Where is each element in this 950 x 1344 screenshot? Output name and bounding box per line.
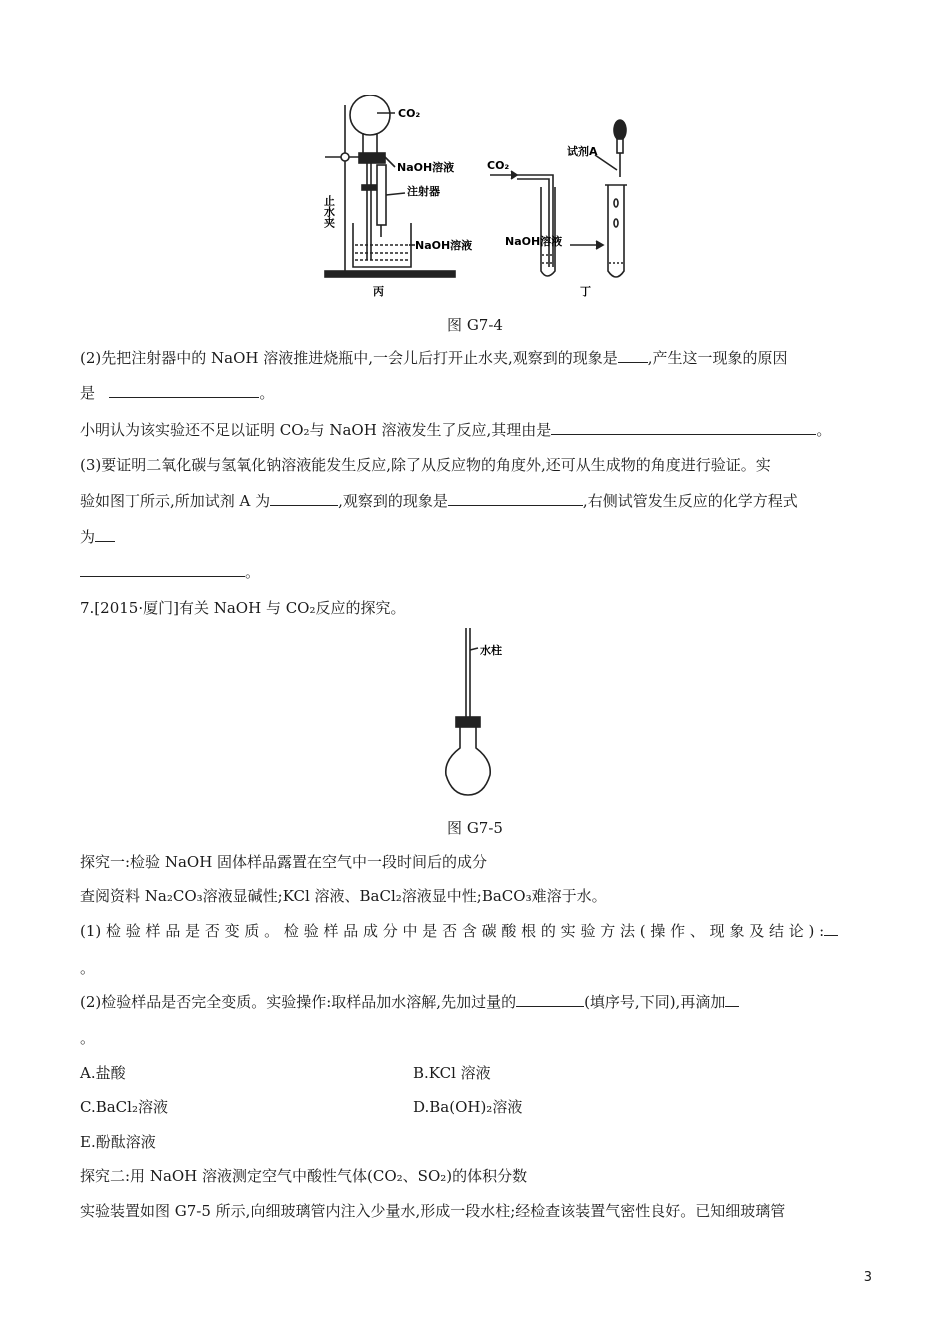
q2-line3: 小明认为该实验还不足以证明 CO₂与 NaOH 溶液发生了反应,其理由是 。 <box>80 421 832 439</box>
ding-label: 丁 <box>580 285 591 298</box>
q7-p1-end: 。 <box>80 959 96 977</box>
clamp-label: 止水夹 <box>322 195 336 228</box>
page-number: 3 <box>863 1270 872 1285</box>
q7-p1: (1) 检 验 样 品 是 否 变 质 。 检 验 样 品 成 分 中 是 否 含 碳 酸 根 的 实 验 方 法 ( 操 作 、 现 象 及 结 论 ) : <box>80 921 838 941</box>
q3-line4: 。 <box>80 562 260 582</box>
q3-line2: 验如图丁所示,所加试剂 A 为 ,观察到的现象是 ,右侧试管发生反应的化学方程式 <box>80 492 798 510</box>
blank[interactable] <box>618 348 648 363</box>
q7-p2: (2)检验样品是否完全变质。实验操作:取样品加水溶解,先加过量的 (填序号,下同),再滴加 <box>80 992 739 1012</box>
option-b: B.KCl 溶液 <box>413 1064 491 1082</box>
naoh-d-label: NaOH溶液 <box>505 235 563 248</box>
caption-g7-5: 图 G7-5 <box>447 819 503 837</box>
option-d: D.Ba(OH)₂溶液 <box>413 1098 523 1116</box>
blank[interactable] <box>551 420 816 435</box>
option-c: C.BaCl₂溶液 <box>80 1098 168 1116</box>
reference: 查阅资料 Na₂CO₃溶液显碱性;KCl 溶液、BaCl₂溶液显中性;BaCO₃难溶于水。 <box>80 887 607 905</box>
figure-g7-4 <box>315 95 645 305</box>
q3-line1: (3)要证明二氧化碳与氢氧化钠溶液能发生反应,除了从反应物的角度外,还可从生成物的角度进行验证。实 <box>80 456 771 474</box>
q3-line3: 为 <box>80 527 115 547</box>
syringe-label: 注射器 <box>407 185 440 198</box>
q7-p2-end: 。 <box>80 1029 96 1047</box>
bing-label: 丙 <box>373 285 384 298</box>
figure-g7-5 <box>430 620 530 800</box>
blank[interactable] <box>80 562 245 577</box>
co2-d-label: CO₂ <box>487 159 510 172</box>
co2-label: CO₂ <box>398 107 421 120</box>
blank[interactable] <box>725 992 739 1007</box>
last-line: 实验装置如图 G7-5 所示,向细玻璃管内注入少量水,形成一段水柱;经检查该装置气密性良好。已知细玻璃管 <box>80 1202 786 1220</box>
blank[interactable] <box>824 921 838 936</box>
explore1: 探究一:检验 NaOH 固体样品露置在空气中一段时间后的成分 <box>80 853 488 871</box>
blank[interactable] <box>270 491 338 506</box>
blank[interactable] <box>95 527 115 542</box>
water-column-label: 水柱 <box>480 644 502 657</box>
naoh-beaker-label: NaOH溶液 <box>415 239 473 252</box>
q2-line2: 是 。 <box>80 384 275 402</box>
option-a: A.盐酸 <box>80 1064 126 1082</box>
blank[interactable] <box>109 383 259 398</box>
option-e: E.酚酞溶液 <box>80 1133 156 1151</box>
explore2: 探究二:用 NaOH 溶液测定空气中酸性气体(CO₂、SO₂)的体积分数 <box>80 1167 528 1185</box>
blank[interactable] <box>516 992 584 1007</box>
q7-title: 7.[2015·厦门]有关 NaOH 与 CO₂反应的探究。 <box>80 599 406 617</box>
q2-line1: (2)先把注射器中的 NaOH 溶液推进烧瓶中,一会儿后打开止水夹,观察到的现象是 ,产生这一现象的原因 <box>80 349 788 367</box>
caption-g7-4: 图 G7-4 <box>447 316 503 334</box>
naoh-flask-label: NaOH溶液 <box>397 161 455 174</box>
reagent-a-label: 试剂A <box>567 145 598 158</box>
blank[interactable] <box>448 491 583 506</box>
